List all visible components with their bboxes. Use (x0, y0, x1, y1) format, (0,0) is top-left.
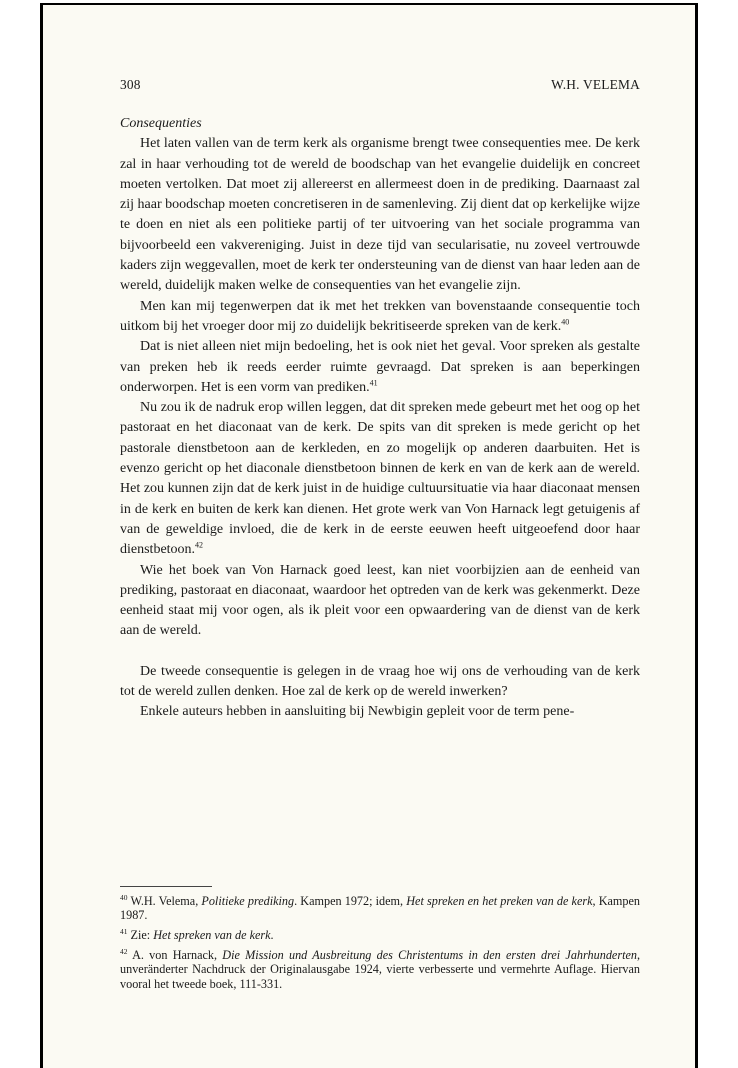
footnote-ref: 42 (195, 540, 204, 550)
paragraph: Het laten vallen van de term kerk als organisme brengt twee consequenties mee. De kerk zal in haar verhouding tot de wereld de boodschap van het evangelie duidelijk en concreet moeten vertolken. Dat moet zij allereerst en allermeest doen in de prediking. Daarnaast zal zij haar boodschap moeten concretiseren in de samenleving. Zij dient dat op kerkelijke wijze te doen en niet als een politieke partij of ter uitvoering van het sociale programma van bijvoorbeeld een vakvereniging. Juist in deze tijd van secularisatie, nu zoveel vertrouwde kaders zijn weggevallen, moet de kerk ter ondersteuning van de dienst van haar leden aan de wereld, duidelijk maken welke de consequenties van het evangelie zijn. (120, 136, 640, 294)
author-name: W.H. VELEMA (551, 77, 640, 92)
paragraph: Enkele auteurs hebben in aansluiting bij Newbigin gepleit voor de term pene- (140, 704, 575, 720)
paragraph: Wie het boek van Von Harnack goed leest, kan niet voorbijzien aan de eenheid van prediking, pastoraat en diaconaat, waardoor het optreden van de kerk was gekenmerkt. Deze eenheid staat mij voor ogen, als ik pleit voor een opwaardering van de dienst van de kerk aan de wereld. (120, 562, 640, 639)
footnote: $^{41}$ Zie: Het spreken van de kerk. (120, 926, 274, 943)
footnote-ref: 41 (369, 378, 378, 388)
book-page (40, 3, 698, 1068)
page-content (120, 77, 640, 991)
running-header (120, 77, 640, 93)
footnote: $^{40}$ W.H. Velema, Politieke prediking. Kampen 1972; idem, Het spreken en het preken van de kerk, Kampen 1987. (120, 892, 641, 922)
section-heading: Consequenties (120, 116, 202, 131)
footnotes (120, 894, 640, 991)
page-number: 308 (120, 77, 141, 92)
paragraph: Men kan mij tegenwerpen dat ik met het trekken van bovenstaande consequentie toch uitkom bij het vroeger door mij zo duidelijk bekritiseerde spreken van de kerk.$^{40}$ (120, 298, 640, 334)
footnote-divider (120, 886, 212, 887)
paragraph: Nu zou ik de nadruk erop willen leggen, dat dit spreken mede gebeurt met het oog op het pastoraat en het diaconaat van de kerk. De spits van dit spreken is mede gericht op het pastorale dienstbetoon aan de kerkleden, en zo mogelijk op anderen daarbuiten. Het is evenzo gericht op het diaconale dienstbetoon binnen de kerk en van de kerk aan de wereld. Het zou kunnen zijn dat de kerk juist in de huidige cultuursituatie via haar diaconaat mensen in de kerk en buiten de kerk kan dienen. Het grote werk van Von Harnack legt getuigenis af van de geweldige invloed, die de kerk in de eerste eeuwen heeft uitgeoefend door haar dienstbetoon.$^{42}$ (120, 400, 640, 558)
body-text (120, 134, 640, 722)
footnote-ref: 40 (561, 317, 570, 327)
footnote: $^{42}$ A. von Harnack, Die Mission und Ausbreitung des Christentums in den ersten drei Jahrhunderten, unveränderter Nachdruck der Originalausgabe 1924, vierte verbesserte und vermehrte Auflage. Hiervan vooral het tweede boek, 111-331. (120, 947, 641, 991)
paragraph: De tweede consequentie is gelegen in de vraag hoe wij ons de verhouding van de kerk tot de wereld zullen denken. Hoe zal de kerk op de wereld inwerken? (120, 663, 640, 700)
paragraph: Dat is niet alleen niet mijn bedoeling, het is ook niet het geval. Voor spreken als gestalte van preken heb ik reeds eerder ruimte gevraagd. Dat spreken is aan beperkingen onderworpen. Het is een vorm van prediken.$^{41}$ (120, 339, 640, 395)
